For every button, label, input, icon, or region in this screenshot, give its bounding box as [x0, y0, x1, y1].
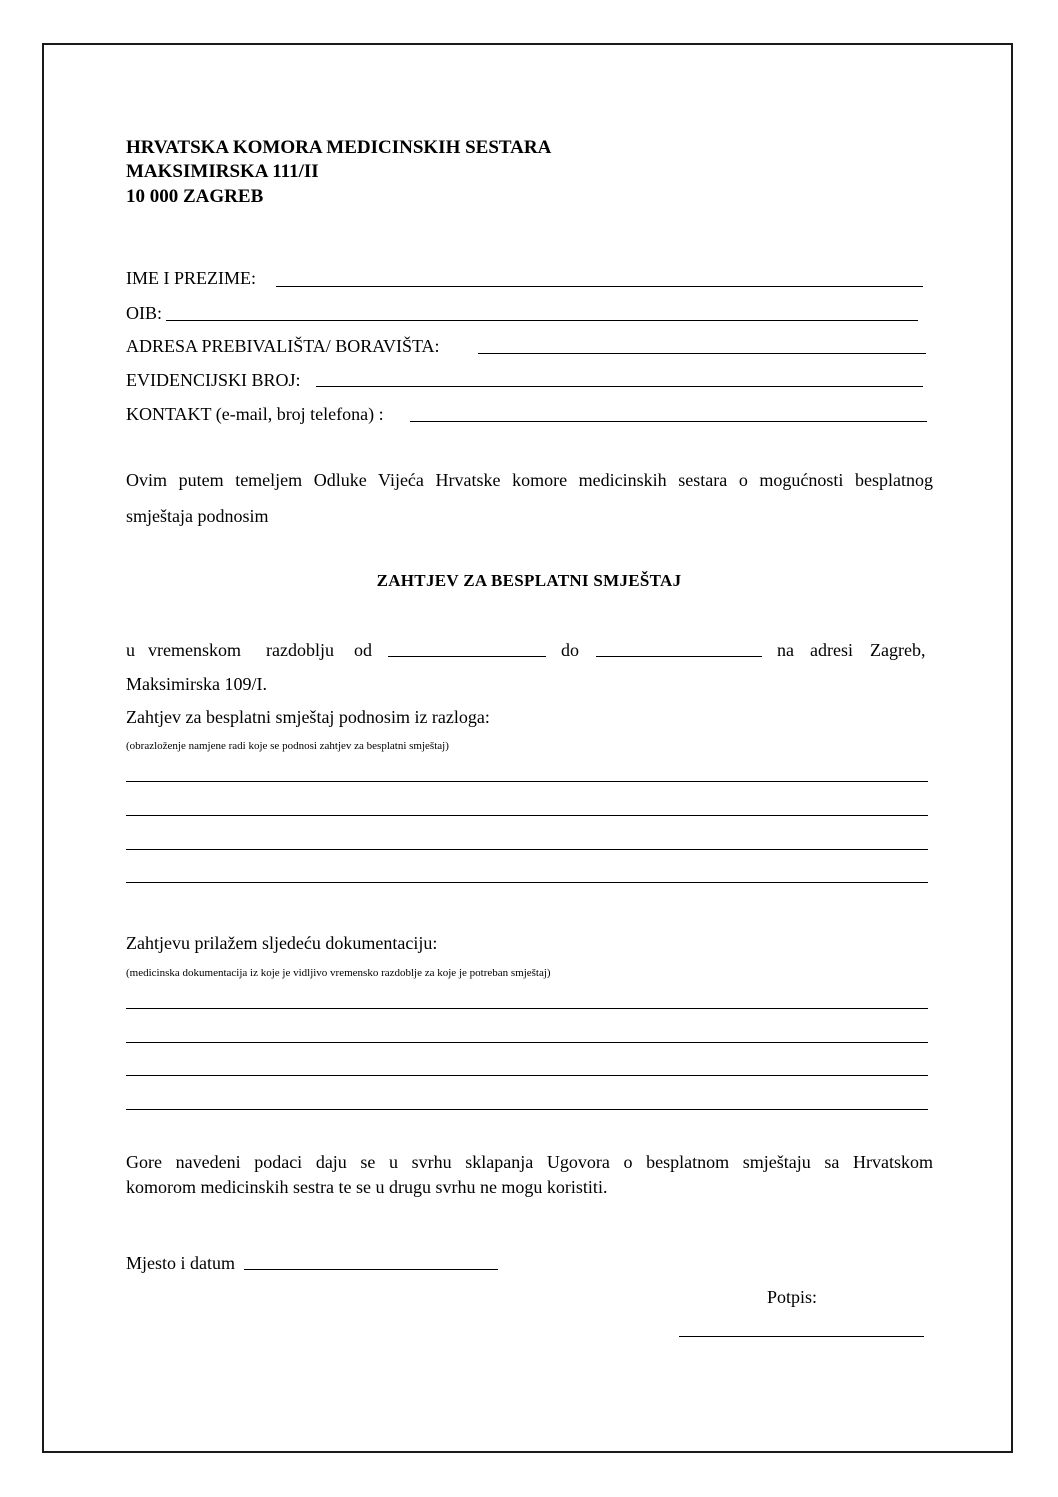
address-field-line[interactable] — [478, 353, 926, 354]
docs-line-4[interactable] — [126, 1109, 928, 1110]
oib-label: OIB: — [126, 303, 162, 323]
period-address-line: Maksimirska 109/I. — [126, 674, 267, 694]
docs-label: Zahtjevu prilažem sljedeću dokumentaciju: — [126, 933, 438, 953]
name-field-line[interactable] — [276, 286, 923, 287]
reg-number-label: EVIDENCIJSKI BROJ: — [126, 370, 301, 390]
consent-line-1: Gore navedeni podaci daju se u svrhu sklapanja Ugovora o besplatnom smještaju sa Hrvatskom — [126, 1152, 933, 1172]
contact-label: KONTAKT (e-mail, broj telefona) : — [126, 404, 384, 424]
org-name: HRVATSKA KOMORA MEDICINSKIH SESTARA — [126, 137, 552, 158]
period-word-u: u — [126, 640, 135, 660]
contact-field-line[interactable] — [410, 421, 927, 422]
reason-line-4[interactable] — [126, 882, 928, 883]
docs-line-1[interactable] — [126, 1008, 928, 1009]
org-city: 10 000 ZAGREB — [126, 186, 264, 207]
address-label: ADRESA PREBIVALIŠTA/ BORAVIŠTA: — [126, 336, 440, 356]
signature-label: Potpis: — [767, 1287, 818, 1307]
intro-line-2: smještaja podnosim — [126, 506, 269, 526]
docs-line-2[interactable] — [126, 1042, 928, 1043]
docs-line-3[interactable] — [126, 1075, 928, 1076]
intro-line-1: Ovim putem temeljem Odluke Vijeća Hrvatske komore medicinskih sestara o mogućnosti besplatnog — [126, 470, 933, 490]
reason-label: Zahtjev za besplatni smještaj podnosim iz razloga: — [126, 707, 490, 727]
name-label: IME I PREZIME: — [126, 268, 256, 288]
period-word-od: od — [354, 640, 372, 660]
period-from-field-line[interactable] — [388, 656, 546, 657]
period-word-zagreb: Zagreb, — [870, 640, 926, 660]
oib-field-line[interactable] — [166, 320, 918, 321]
consent-line-2: komorom medicinskih sestra te se u drugu svrhu ne mogu koristiti. — [126, 1177, 608, 1197]
period-to-field-line[interactable] — [596, 656, 762, 657]
place-date-label: Mjesto i datum — [126, 1253, 235, 1273]
form-title: ZAHTJEV ZA BESPLATNI SMJEŠTAJ — [376, 571, 682, 590]
place-date-field-line[interactable] — [244, 1269, 498, 1270]
reason-line-3[interactable] — [126, 849, 928, 850]
docs-note: (medicinska dokumentacija iz koje je vidljivo vremensko razdoblje za koje je potreban smještaj) — [126, 967, 551, 979]
period-word-na: na — [777, 640, 794, 660]
org-street: MAKSIMIRSKA 111/II — [126, 161, 319, 182]
reg-number-field-line[interactable] — [316, 386, 923, 387]
reason-note: (obrazloženje namjene radi koje se podnosi zahtjev za besplatni smještaj) — [126, 740, 449, 752]
period-word-adresi: adresi — [810, 640, 853, 660]
reason-line-1[interactable] — [126, 781, 928, 782]
signature-field-line[interactable] — [679, 1336, 924, 1337]
period-word-razdoblju: razdoblju — [266, 640, 334, 660]
period-word-vremenskom: vremenskom — [148, 640, 241, 660]
period-word-do: do — [561, 640, 579, 660]
reason-line-2[interactable] — [126, 815, 928, 816]
